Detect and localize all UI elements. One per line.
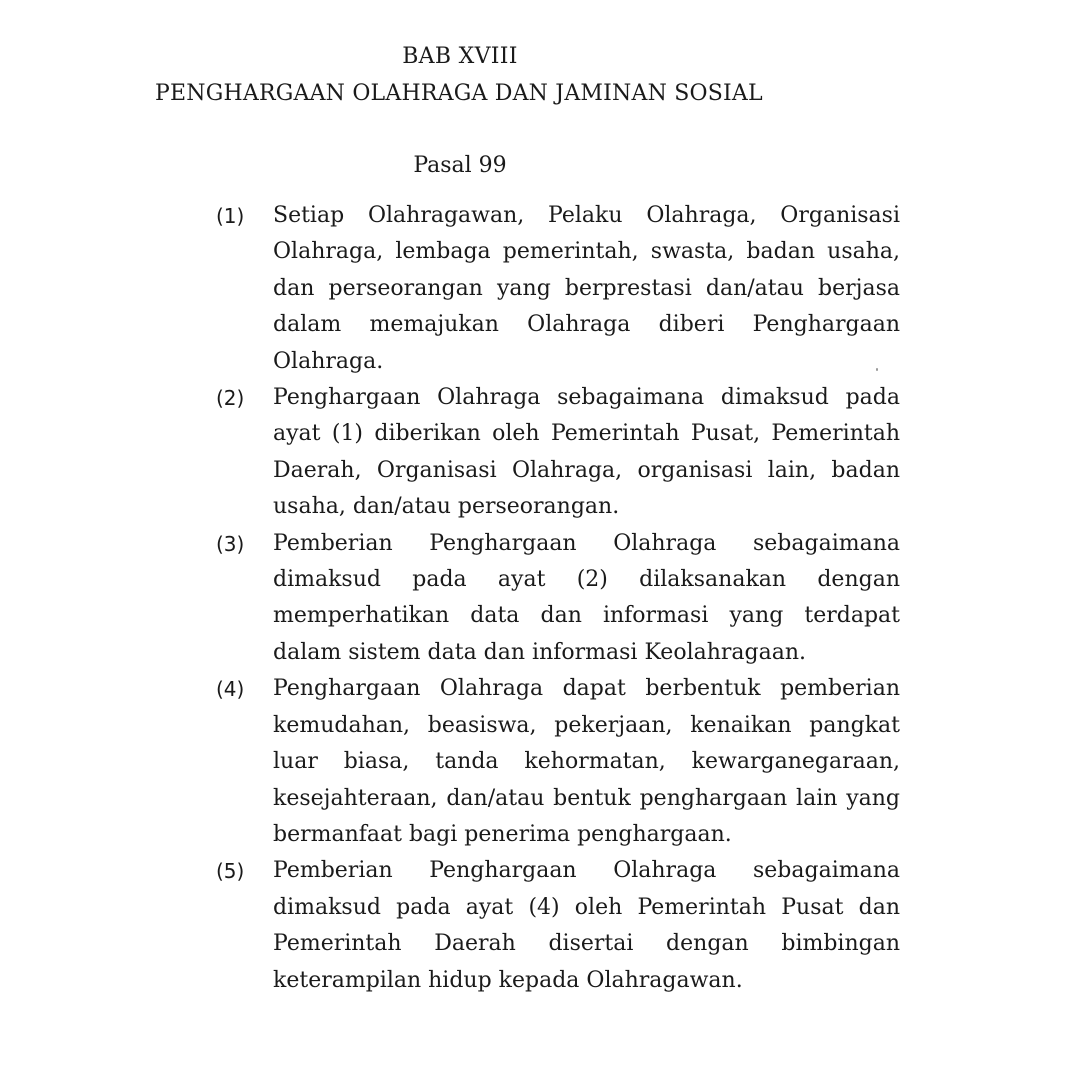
clause-3 — [216, 526, 900, 672]
clause-text: Pemberian Penghargaan Olahraga sebagaimana dimaksud pada ayat (4) oleh Pemerintah Pusat dan Pemerintah Daerah disertai dengan bimbingan keterampilan hidup kepada Olahragawan. — [273, 858, 900, 993]
clause-number: (3) — [216, 531, 245, 556]
clause-2 — [216, 380, 900, 526]
clause-text: Penghargaan Olahraga sebagaimana dimaksud pada ayat (1) diberikan oleh Pemerintah Pusat, Pemerintah Daerah, Organisasi Olahraga, organisasi lain, badan usaha, dan/atau perseorangan. — [273, 385, 900, 520]
clause-number: (2) — [216, 386, 245, 411]
chapter-number: BAB XVIII — [402, 44, 518, 69]
clause-4 — [216, 671, 900, 853]
clause-number: (4) — [216, 677, 245, 702]
clause-text: Penghargaan Olahraga dapat berbentuk pemberian kemudahan, beasiswa, pekerjaan, kenaikan pangkat luar biasa, tanda kehormatan, kewarganegaraan, kesejahteraan, dan/atau bentuk penghargaan lain yang bermanfaat bagi penerima penghargaan. — [273, 676, 900, 847]
clause-1 — [216, 198, 900, 380]
clause-text: Pemberian Penghargaan Olahraga sebagaimana dimaksud pada ayat (2) dilaksanakan dengan memperhatikan data dan informasi yang terdapat dalam sistem data dan informasi Keolahragaan. — [273, 530, 900, 665]
clause-list — [216, 198, 900, 999]
clause-number: (5) — [216, 859, 245, 884]
clause-number: (1) — [216, 204, 245, 228]
scan-speck — [876, 368, 878, 371]
clause-text: Setiap Olahragawan, Pelaku Olahraga, Organisasi Olahraga, lembaga pemerintah, swasta, badan usaha, dan perseorangan yang berprestasi dan/atau berjasa dalam memajukan Olahraga diberi Penghargaan Olahraga. — [273, 203, 900, 374]
clause-5 — [216, 853, 900, 999]
chapter-title: PENGHARGAAN OLAHRAGA DAN JAMINAN SOSIAL — [155, 81, 763, 106]
article-title: Pasal 99 — [413, 153, 507, 178]
